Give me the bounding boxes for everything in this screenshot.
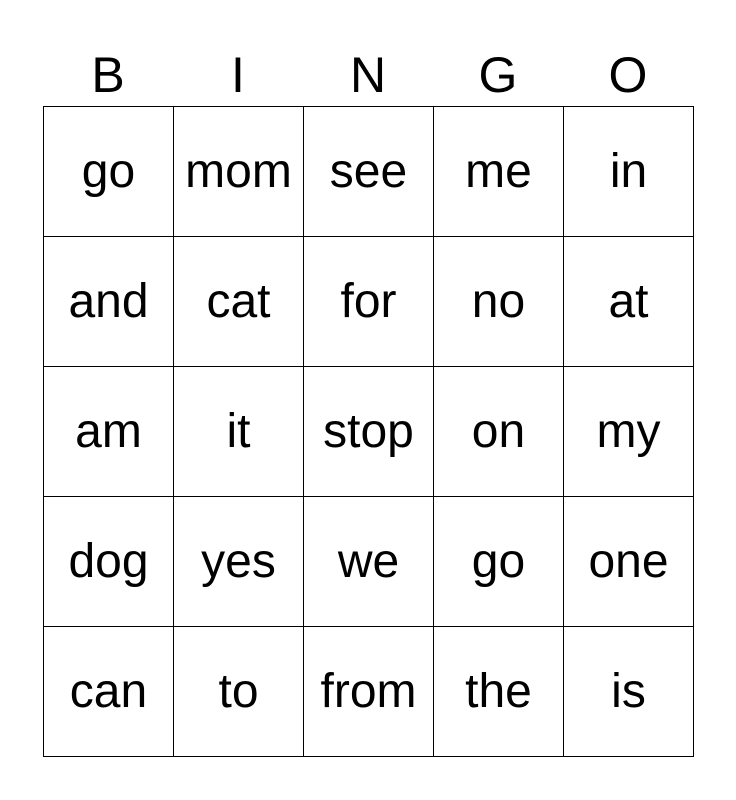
bingo-card	[43, 44, 693, 757]
bingo-header	[43, 44, 693, 106]
bingo-cell: am	[44, 367, 174, 497]
bingo-cell: in	[564, 107, 694, 237]
bingo-cell: go	[434, 497, 564, 627]
bingo-cell: and	[44, 237, 174, 367]
header-letter-o: O	[608, 47, 648, 103]
bingo-cell: at	[564, 237, 694, 367]
bingo-cell: dog	[44, 497, 174, 627]
header-letter-g: G	[478, 47, 518, 103]
bingo-cell: on	[434, 367, 564, 497]
bingo-cell: the	[434, 627, 564, 757]
bingo-cell: go	[44, 107, 174, 237]
bingo-cell: my	[564, 367, 694, 497]
bingo-cell: is	[564, 627, 694, 757]
bingo-cell: no	[434, 237, 564, 367]
bingo-cell: to	[174, 627, 304, 757]
bingo-cell: mom	[174, 107, 304, 237]
bingo-cell: it	[174, 367, 304, 497]
bingo-cell: we	[304, 497, 434, 627]
bingo-cell: stop	[304, 367, 434, 497]
bingo-cell: one	[564, 497, 694, 627]
bingo-cell: me	[434, 107, 564, 237]
bingo-cell: from	[304, 627, 434, 757]
header-letter-n: N	[349, 47, 387, 103]
bingo-cell: for	[304, 237, 434, 367]
bingo-cell: see	[304, 107, 434, 237]
bingo-cell: can	[44, 627, 174, 757]
header-letter-b: B	[91, 47, 125, 103]
header-letter-i: I	[231, 47, 245, 103]
bingo-cell: cat	[174, 237, 304, 367]
bingo-grid	[43, 106, 694, 757]
bingo-cell: yes	[174, 497, 304, 627]
